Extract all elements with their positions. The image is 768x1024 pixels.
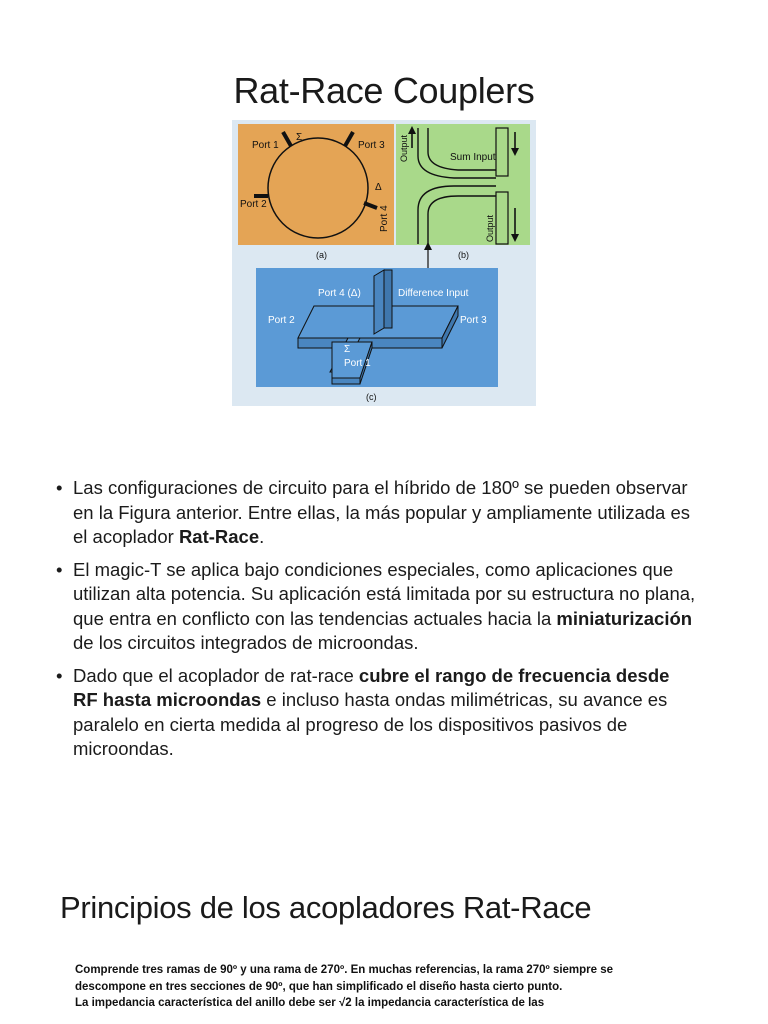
bullet-item [56,558,696,656]
panel-c-sigma-label: Σ [344,344,351,355]
bullet-item [56,476,696,550]
bullet-text: El magic-T se aplica bajo condiciones especiales, como aplicaciones que utilizan alta potencia. Su aplicación está limitada por su estructura no plana, que entra en conflicto con las tendencias actuales hacia la [73,558,696,629]
bullet-dot: • [56,477,63,498]
bullet-dot: • [56,558,63,580]
panel-c-magic-tee [256,268,498,402]
panel-a-ring-hybrid [238,124,394,260]
bullet-text: e incluso hasta ondas milimétricas, su avance es paralelo en cierta medida al progreso de los dispositivos pasivos de microondas. [73,689,668,759]
panel-a-caption: (a) [316,250,327,260]
panel-c-caption: (c) [366,392,377,402]
panel-c-difference-input-label: Difference Input [398,288,469,299]
panel-b-sum-input-label: Sum Input [450,152,496,163]
panel-b-caption: (b) [458,250,469,260]
bullet-text: . [259,526,265,547]
panel-c-port1-label: Port 1 [344,358,371,369]
bullet-text: Las configuraciones de circuito para el híbrido de 180º se pueden observar en la Figura anterior. Entre ellas, la más popular y ampliamente utilizada es el acoplador [73,477,690,547]
panel-a-port1-label: Port 1 [252,140,279,151]
page-title: Rat-Race Couplers [233,70,535,111]
panel-c-port2-label: Port 2 [268,315,295,326]
bullet-dot: • [56,664,63,686]
bullet-bold-text: Rat-Race [178,526,260,547]
panel-b-output-bottom-label: Output [485,214,495,242]
panel-a-port3-label: Port 3 [358,140,385,151]
rat-race-figure [232,120,536,406]
section-title: Principios de los acopladores Rat-Race [60,890,592,925]
panel-a-sigma-label: Σ [296,132,303,143]
panel-b-output-top-label: Output [399,134,409,162]
panel-a-port2-label: Port 2 [240,199,267,210]
panel-b-stripline [396,124,530,260]
body-paragraph: La impedancia característica del anillo debe ser √2 la impedancia característica de las [75,997,545,1009]
bullet-list [56,476,696,770]
bullet-item [56,664,696,762]
bullet-bold-text: miniaturización [556,607,693,629]
bullet-text: Dado que el acoplador de rat-race [73,664,359,686]
bullet-bold-text: cubre el rango de frecuencia desde RF hasta microondas [73,664,670,710]
panel-a-delta-label: Δ [375,182,382,193]
body-paragraph: Comprende tres ramas de 90º y una rama de 270º. En muchas referencias, la rama 270º siempre se descompone en tres secciones de 90º, que han simplificado el diseño hasta cierto punto. [75,964,614,993]
panel-c-port3-label: Port 3 [460,315,487,326]
panel-c-port4-label: Port 4 (Δ) [318,288,361,299]
bullet-text: de los circuitos integrados de microondas. [73,632,419,653]
body-text [75,962,635,1012]
panel-a-port4-label: Port 4 [379,205,390,232]
